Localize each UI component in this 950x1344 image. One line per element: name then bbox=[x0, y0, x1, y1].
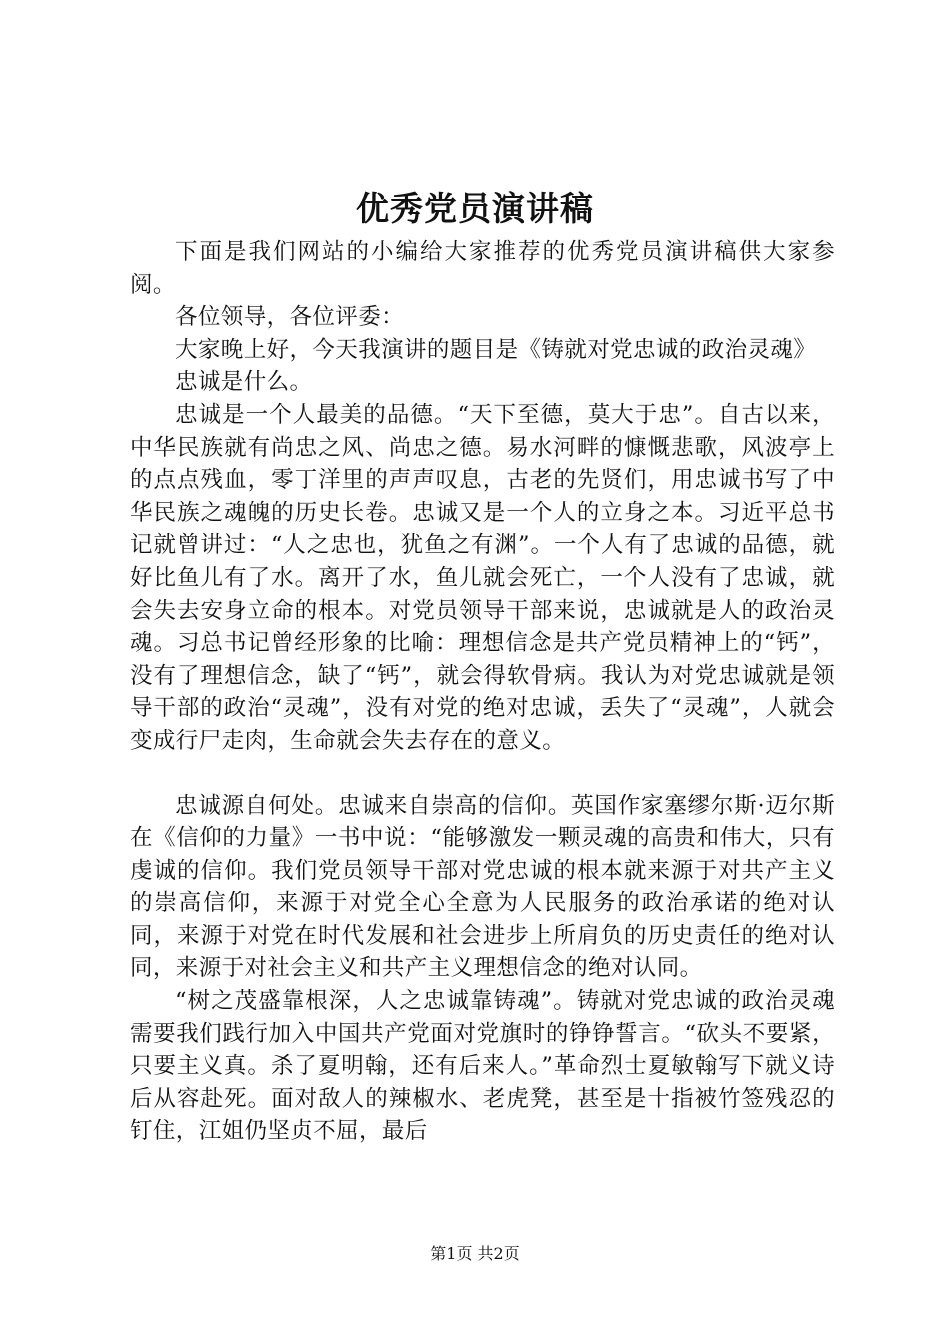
document-body bbox=[130, 236, 835, 1148]
paragraph-salutation: 各位领导，各位评委： bbox=[175, 304, 405, 331]
paragraph-greeting: 大家晚上好，今天我演讲的题目是《铸就对党忠诚的政治灵魂》 bbox=[175, 336, 817, 363]
paragraph-question: 忠诚是什么。 bbox=[175, 369, 313, 396]
document-title: 优秀党员演讲稿 bbox=[356, 189, 594, 228]
paragraph-forging-soul: “树之茂盛靠根深，人之忠诚靠铸魂”。铸就对党忠诚的政治灵魂需要我们践行加入中国共产党面对党旗时的铮铮誓言。“砍头不要紧，只要主义真。杀了夏明翰，还有后来人。”革命烈士夏敏翰写下就义诗后从容赴死。面对敌人的辣椒水、老虎凳，甚至是十指被竹签残忍的钉住，江姐仍坚贞不屈，最后 bbox=[130, 988, 835, 1145]
paragraph-loyalty-source: 忠诚源自何处。忠诚来自崇高的信仰。英国作家塞缪尔斯·迈尔斯在《信仰的力量》一书中说：“能够激发一颗灵魂的高贵和伟大，只有虔诚的信仰。我们党员领导干部对党忠诚的根本就来源于对共产主义的崇高信仰，来源于对党全心全意为人民服务的政治承诺的绝对认同，来源于对党在时代发展和社会进步上所肩负的历史责任的绝对认同，来源于对社会主义和共产主义理想信念的绝对认同。 bbox=[130, 792, 835, 982]
paragraph-intro: 下面是我们网站的小编给大家推荐的优秀党员演讲稿供大家参阅。 bbox=[130, 239, 835, 298]
paragraph-loyalty-virtue: 忠诚是一个人最美的品德。“天下至德，莫大于忠”。自古以来，中华民族就有尚忠之风、尚忠之德。易水河畔的慷慨悲歌，风波亭上的点点残血，零丁洋里的声声叹息，古老的先贤们，用忠诚书写了中华民族之魂魄的历史长卷。忠诚又是一个人的立身之本。习近平总书记就曾讲过：“人之忠也，犹鱼之有渊”。一个人有了忠诚的品德，就好比鱼儿有了水。离开了水，鱼儿就会死亡，一个人没有了忠诚，就会失去安身立命的根本。对党员领导干部来说，忠诚就是人的政治灵魂。习总书记曾经形象的比喻：理想信念是共产党员精神上的“钙”，没有了理想信念，缺了“钙”，就会得软骨病。我认为对党忠诚就是领导干部的政治“灵魂”，没有对党的绝对忠诚，丢失了“灵魂”，人就会变成行尸走肉，生命就会失去存在的意义。 bbox=[130, 401, 835, 754]
page-number-footer: 第1页 共2页 bbox=[430, 1244, 520, 1263]
